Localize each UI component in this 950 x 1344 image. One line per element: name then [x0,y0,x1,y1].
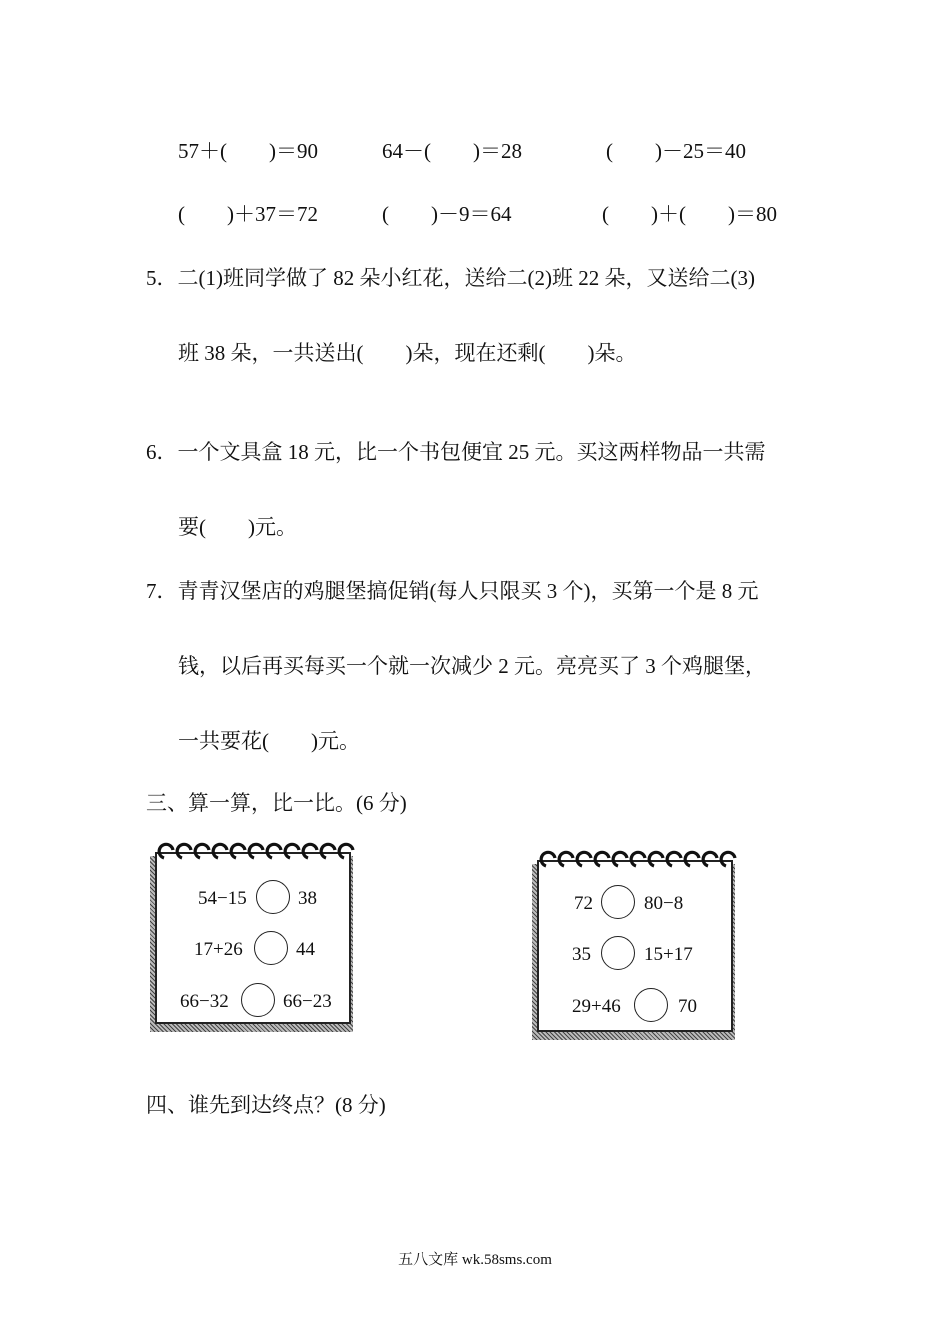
equation-6: ( )＋( )＝80 [602,202,777,226]
compare-right-expr: 38 [298,888,317,909]
compare-answer-circle[interactable] [601,885,635,919]
compare-right-expr: 44 [296,939,315,960]
compare-right-expr: 80−8 [644,893,684,914]
equation-1: 57＋( )＝90 [178,139,318,163]
spiral-rings-icon [156,842,356,868]
question-5-line-1: 5．二(1)班同学做了 82 朵小红花，送给二(2)班 22 朵，又送给二(3) [146,266,755,290]
question-7-line-3: 一共要花( )元。 [178,729,360,753]
compare-answer-circle[interactable] [601,936,635,970]
question-6-line-2: 要( )元。 [178,515,297,539]
equation-4: ( )＋37＝72 [178,202,318,226]
compare-right-expr: 66−23 [283,991,332,1012]
equation-5: ( )－9＝64 [382,202,512,226]
compare-left-expr: 29+46 [572,996,621,1017]
section-3-heading: 三、算一算，比一比。(6 分) [146,791,407,815]
compare-answer-circle[interactable] [256,880,290,914]
compare-left-expr: 35 [572,944,591,965]
footer-watermark: 五八文库 wk.58sms.com [398,1252,552,1268]
compare-answer-circle[interactable] [254,931,288,965]
question-7-line-2: 钱，以后再买每买一个就一次减少 2 元。亮亮买了 3 个鸡腿堡， [178,654,766,678]
compare-answer-circle[interactable] [241,983,275,1017]
compare-right-expr: 15+17 [644,944,693,965]
section-4-heading: 四、谁先到达终点？(8 分) [146,1093,386,1117]
compare-right-expr: 70 [678,996,697,1017]
notepad-left [150,842,355,1030]
compare-answer-circle[interactable] [634,988,668,1022]
compare-left-expr: 72 [574,893,593,914]
compare-left-expr: 66−32 [180,991,229,1012]
notepad-right [532,850,737,1038]
question-5-line-2: 班 38 朵，一共送出( )朵，现在还剩( )朵。 [178,341,637,365]
spiral-rings-icon [538,850,738,876]
equation-3: ( )－25＝40 [606,139,746,163]
question-7-line-1: 7．青青汉堡店的鸡腿堡搞促销(每人只限买 3 个)，买第一个是 8 元 [146,579,759,603]
compare-left-expr: 17+26 [194,939,243,960]
equation-2: 64－( )＝28 [382,139,522,163]
question-6-line-1: 6．一个文具盒 18 元，比一个书包便宜 25 元。买这两样物品一共需 [146,440,766,464]
compare-left-expr: 54−15 [198,888,247,909]
